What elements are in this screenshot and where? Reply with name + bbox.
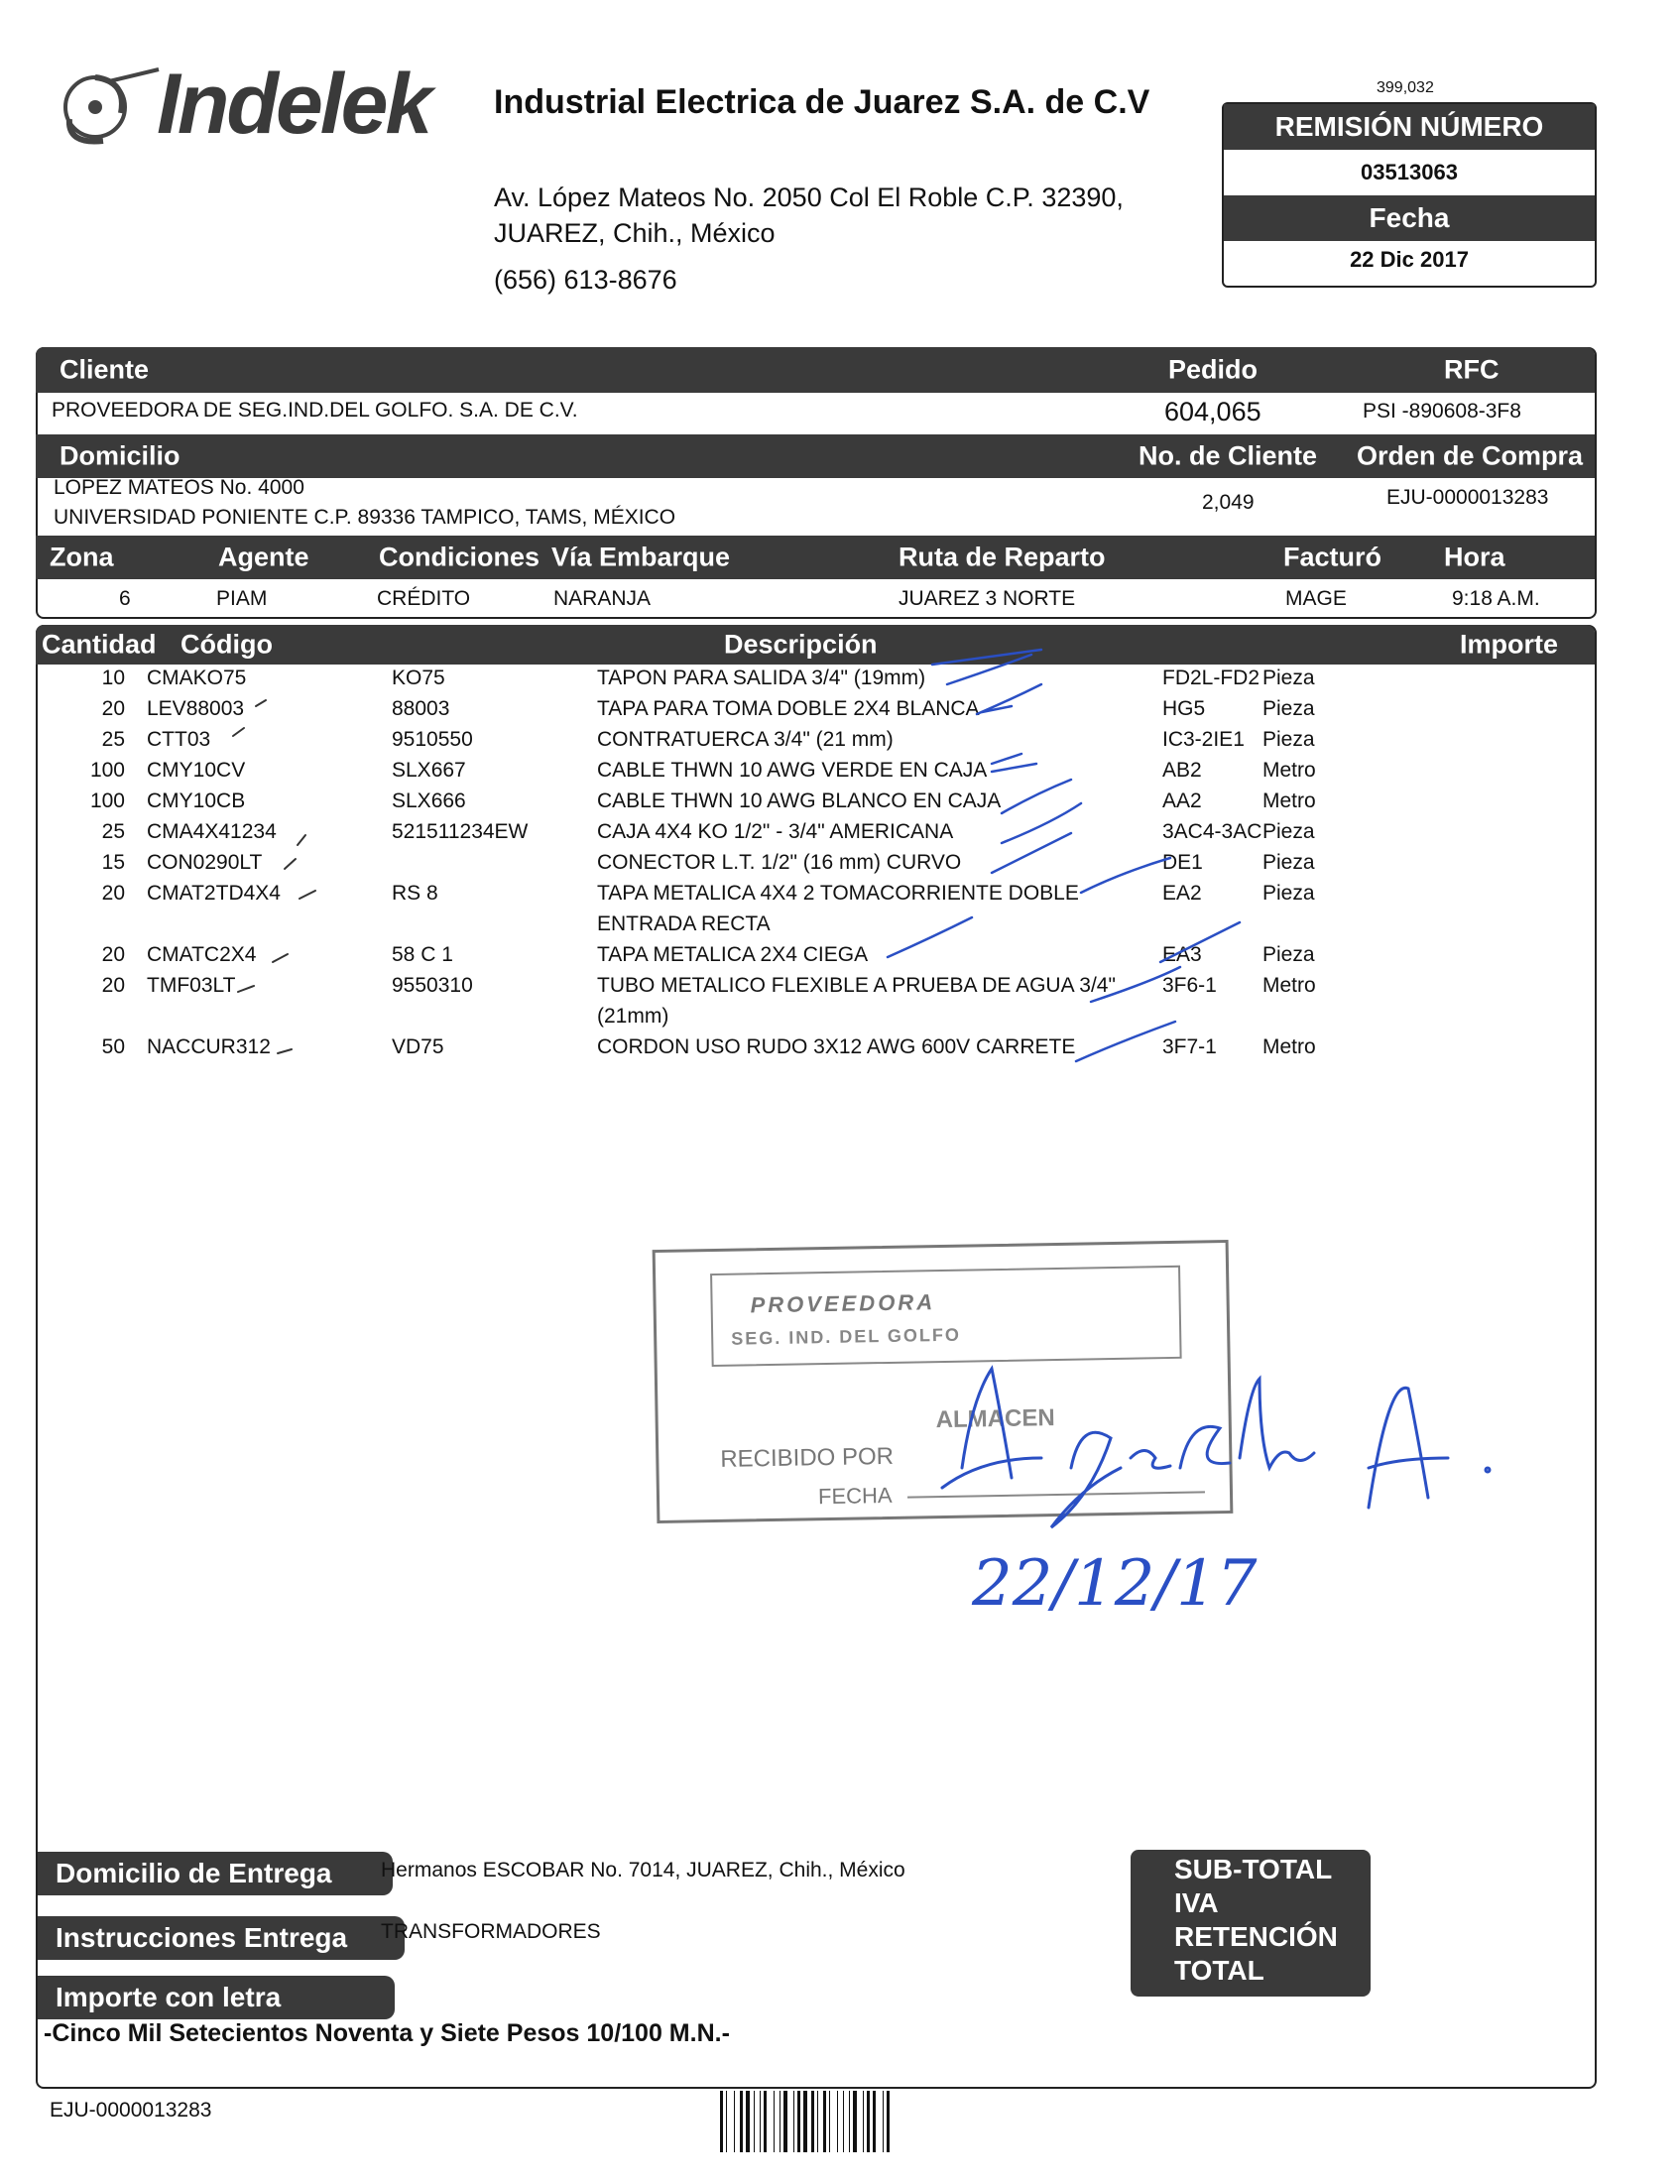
importe-letra-label: Importe con letra	[38, 1976, 395, 2019]
via-embarque-value: NARANJA	[553, 587, 652, 610]
total-label: TOTAL	[1174, 1955, 1264, 1986]
domicilio-label: Domicilio	[60, 440, 180, 471]
no-cliente-value: 2,049	[1202, 491, 1255, 514]
agente-label: Agente	[218, 542, 309, 572]
barcode-bar	[829, 2091, 830, 2152]
orden-compra-value: EJU-0000013283	[1386, 486, 1549, 509]
importe-letra-value: -Cinco Mil Setecientos Noventa y Siete Pesos 10/100 M.N.-	[44, 2019, 730, 2047]
condiciones-label: Condiciones	[379, 542, 540, 572]
descripcion-label: Descripción	[724, 629, 878, 660]
item-qty: 20	[101, 974, 125, 997]
item-ref: 58 C 1	[392, 943, 453, 966]
item-code: CMA4X41234	[147, 820, 277, 843]
barcode-bar	[867, 2091, 870, 2152]
item-desc: TAPA METALICA 2X4 CIEGA	[597, 943, 869, 966]
item-ref: 521511234EW	[392, 820, 529, 843]
item-location: EA2	[1162, 882, 1202, 905]
item-qty: 25	[101, 820, 125, 843]
pedido-value: 604,065	[1164, 397, 1261, 426]
barcode-bar	[774, 2091, 775, 2152]
item-unit: Metro	[1262, 759, 1316, 782]
subtotal-label: SUB-TOTAL	[1174, 1854, 1333, 1884]
facturo-value: MAGE	[1285, 587, 1347, 610]
barcode-bar	[853, 2091, 857, 2152]
item-code: LEV88003	[147, 697, 245, 720]
barcode-bar	[817, 2091, 818, 2152]
item-qty: 100	[89, 789, 125, 812]
retencion-label: RETENCIÓN	[1174, 1921, 1338, 1952]
barcode-bar	[887, 2091, 890, 2152]
item-ref: 9550310	[392, 974, 473, 997]
item-code: CMATC2X4	[147, 943, 257, 966]
logo-text: Indelek	[157, 57, 430, 152]
zona-value: 6	[119, 587, 131, 610]
barcode-bar	[720, 2091, 723, 2152]
item-unit: Pieza	[1262, 820, 1315, 843]
company-phone: (656) 613-8676	[494, 265, 677, 295]
barcode-bar	[849, 2091, 850, 2152]
pedido-label: Pedido	[1168, 354, 1259, 385]
agente-value: PIAM	[216, 587, 268, 610]
company-name: Industrial Electrica de Juarez S.A. de C.V	[494, 83, 1150, 121]
barcode-bar	[837, 2091, 838, 2152]
item-desc: TAPA METALICA 4X4 2 TOMACORRIENTE DOBLE	[597, 882, 1079, 905]
remision-label: REMISIÓN NÚMERO	[1224, 104, 1595, 150]
barcode-bar	[783, 2091, 787, 2152]
stamp-line3: ALMACEN	[935, 1404, 1055, 1434]
stamp-line1: PROVEEDORA	[750, 1289, 936, 1318]
barcode-bar	[883, 2091, 884, 2152]
item-desc: CABLE THWN 10 AWG BLANCO EN CAJA	[597, 789, 1002, 812]
item-unit: Pieza	[1262, 697, 1315, 720]
condiciones-value: CRÉDITO	[377, 587, 471, 610]
item-location: DE1	[1162, 851, 1203, 874]
item-unit: Pieza	[1262, 851, 1315, 874]
item-unit: Pieza	[1262, 667, 1315, 689]
item-location: EA3	[1162, 943, 1202, 966]
rfc-value: PSI -890608-3F8	[1363, 400, 1521, 423]
item-location: FD2L-FD2	[1162, 667, 1260, 689]
codigo-label: Código	[180, 629, 273, 660]
item-desc: TAPON PARA SALIDA 3/4" (19mm)	[597, 667, 926, 689]
domicilio-entrega-label: Domicilio de Entrega	[38, 1852, 393, 1895]
barcode-bar	[726, 2091, 727, 2152]
domicilio-entrega-value: Hermanos ESCOBAR No. 7014, JUAREZ, Chih., México	[381, 1859, 905, 1881]
barcode-bar	[746, 2091, 750, 2152]
client-address-line1: LOPEZ MATEOS No. 4000	[54, 476, 304, 499]
item-unit: Metro	[1262, 974, 1316, 997]
instrucciones-entrega-label: Instrucciones Entrega	[38, 1916, 405, 1960]
item-ref: SLX666	[392, 789, 466, 812]
item-location: IC3-2IE1	[1162, 728, 1245, 751]
item-location: AB2	[1162, 759, 1202, 782]
hora-label: Hora	[1444, 542, 1505, 572]
item-unit: Pieza	[1262, 728, 1315, 751]
item-desc: CONECTOR L.T. 1/2" (16 mm) CURVO	[597, 851, 962, 874]
footer-reference: EJU-0000013283	[50, 2099, 212, 2122]
item-ref: 88003	[392, 697, 450, 720]
item-qty: 20	[101, 697, 125, 720]
stamp-line2: SEG. IND. DEL GOLFO	[731, 1324, 962, 1349]
item-code: NACCUR312	[147, 1035, 271, 1058]
item-unit: Metro	[1262, 789, 1316, 812]
item-code: CTT03	[147, 728, 211, 751]
item-location: 3F6-1	[1162, 974, 1217, 997]
item-desc: CONTRATUERCA 3/4" (21 mm)	[597, 728, 894, 751]
item-unit: Pieza	[1262, 943, 1315, 966]
barcode-bar	[760, 2091, 761, 2152]
client-name: PROVEEDORA DE SEG.IND.DEL GOLFO. S.A. DE C.V.	[52, 399, 578, 422]
fecha-label: Fecha	[1224, 195, 1595, 241]
barcode-bar	[754, 2091, 755, 2152]
item-qty: 20	[101, 882, 125, 905]
via-embarque-label: Vía Embarque	[551, 542, 731, 572]
barcode-bar	[764, 2091, 767, 2152]
item-qty: 20	[101, 943, 125, 966]
item-location: AA2	[1162, 789, 1202, 812]
item-desc: CABLE THWN 10 AWG VERDE EN CAJA	[597, 759, 988, 782]
item-ref: VD75	[392, 1035, 444, 1058]
item-desc-continued: ENTRADA RECTA	[597, 912, 771, 935]
totals-box	[1131, 1850, 1371, 1997]
ruta-reparto-value: JUAREZ 3 NORTE	[899, 587, 1076, 610]
barcode	[720, 2091, 948, 2152]
item-qty: 100	[89, 759, 125, 782]
handwritten-signature	[932, 1359, 1507, 1557]
cliente-label: Cliente	[60, 354, 150, 385]
barcode-bar	[797, 2091, 800, 2152]
remision-date: 22 Dic 2017	[1350, 247, 1469, 272]
rfc-label: RFC	[1444, 354, 1500, 385]
barcode-bar	[823, 2091, 826, 2152]
zona-label: Zona	[50, 542, 114, 572]
barcode-bar	[863, 2091, 864, 2152]
item-ref: SLX667	[392, 759, 466, 782]
item-code: CMAT2TD4X4	[147, 882, 281, 905]
item-ref: 9510550	[392, 728, 473, 751]
remision-number: 03513063	[1361, 160, 1458, 184]
cantidad-label: Cantidad	[42, 629, 157, 660]
hora-value: 9:18 A.M.	[1452, 587, 1540, 610]
stamp-fecha-label: FECHA	[817, 1482, 893, 1510]
item-qty: 15	[101, 851, 125, 874]
item-desc: CAJA 4X4 KO 1/2" - 3/4" AMERICANA	[597, 820, 954, 843]
instrucciones-entrega-value: TRANSFORMADORES	[381, 1920, 601, 1943]
item-qty: 50	[101, 1035, 125, 1058]
item-desc: CORDON USO RUDO 3X12 AWG 600V CARRETE	[597, 1035, 1076, 1058]
client-address-line2: UNIVERSIDAD PONIENTE C.P. 89336 TAMPICO, TAMS, MÉXICO	[54, 506, 676, 529]
item-code: CMY10CV	[147, 759, 246, 782]
item-location: 3AC4-3AC	[1162, 820, 1262, 843]
handwritten-date: 22/12/17	[972, 1547, 1258, 1621]
item-location: HG5	[1162, 697, 1206, 720]
company-address-line1: Av. López Mateos No. 2050 Col El Roble C.P. 32390,	[494, 182, 1124, 212]
orden-compra-label: Orden de Compra	[1357, 440, 1584, 471]
remision-top-number: 399,032	[1377, 79, 1434, 96]
item-ref: RS 8	[392, 882, 438, 905]
barcode-bar	[811, 2091, 814, 2152]
facturo-label: Facturó	[1283, 542, 1382, 572]
item-desc-continued: (21mm)	[597, 1005, 669, 1028]
item-qty: 10	[101, 667, 125, 689]
item-code: TMF03LT	[147, 974, 236, 997]
stamp-recibido-label: RECIBIDO POR	[720, 1442, 895, 1473]
iva-label: IVA	[1174, 1887, 1219, 1918]
barcode-bar	[803, 2091, 807, 2152]
barcode-bar	[873, 2091, 876, 2152]
item-unit: Metro	[1262, 1035, 1316, 1058]
ruta-reparto-label: Ruta de Reparto	[899, 542, 1106, 572]
barcode-bar	[843, 2091, 844, 2152]
handwritten-checkmarks	[0, 0, 1680, 1091]
item-desc: TAPA PARA TOMA DOBLE 2X4 BLANCA	[597, 697, 980, 720]
item-qty: 25	[101, 728, 125, 751]
barcode-bar	[734, 2091, 735, 2152]
item-desc: TUBO METALICO FLEXIBLE A PRUEBA DE AGUA 3/4"	[597, 974, 1116, 997]
item-unit: Pieza	[1262, 882, 1315, 905]
item-code: CMY10CB	[147, 789, 246, 812]
company-address-line2: JUAREZ, Chih., México	[494, 218, 776, 248]
no-cliente-label: No. de Cliente	[1139, 440, 1318, 471]
importe-label: Importe	[1460, 629, 1559, 660]
item-ref: KO75	[392, 667, 445, 689]
item-code: CON0290LT	[147, 851, 263, 874]
barcode-bar	[793, 2091, 794, 2152]
item-location: 3F7-1	[1162, 1035, 1217, 1058]
barcode-bar	[740, 2091, 743, 2152]
item-code: CMAKO75	[147, 667, 247, 689]
